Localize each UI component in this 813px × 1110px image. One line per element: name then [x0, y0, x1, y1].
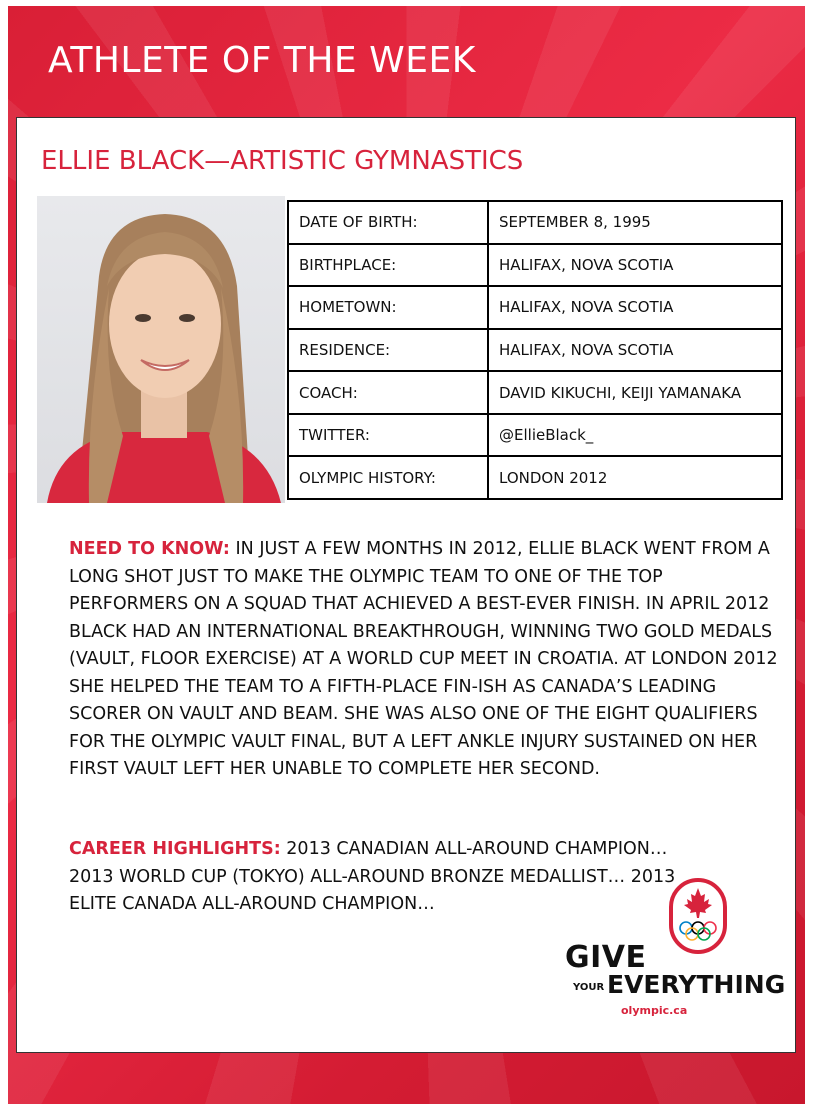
logo-everything-text: EVERYTHING [607, 970, 786, 999]
slide-background [8, 6, 805, 1104]
table-row [288, 329, 782, 372]
info-value: LONDON 2012 [488, 456, 782, 499]
career-highlights-text: 2013 CANADIAN ALL-AROUND CHAMPION… 2013 WORLD CUP (TOKYO) ALL-AROUND BRONZE MEDALLIST… 2013 ELITE CANADA ALL-AROUND CHAMPION… [69, 839, 676, 914]
table-row [288, 371, 782, 414]
info-label: HOMETOWN: [288, 286, 488, 329]
info-value: HALIFAX, NOVA SCOTIA [488, 244, 782, 287]
need-to-know-text: IN JUST A FEW MONTHS IN 2012, ELLIE BLACK WENT FROM A LONG SHOT JUST TO MAKE THE OLYMPIC TEAM TO ONE OF THE TOP PERFORMERS ON A SQUAD THAT ACHIEVED A BEST-EVER FINISH. IN APRIL 2012 BLACK HAD AN INTERNATIONAL BREAKTHROUGH, WINNING TWO GOLD MEDALS (VAULT, FLOOR EXERCISE) AT A WORLD CUP MEET IN CROATIA. AT LONDON 2012 SHE HELPED THE TEAM TO A FIFTH-PLACE FIN-ISH AS CANADA’S LEADING SCORER ON VAULT AND BEAM. SHE WAS ALSO ONE OF THE EIGHT QUALIFIERS FOR THE OLYMPIC VAULT FINAL, BUT A LEFT ANKLE INJURY SUSTAINED ON HER FIRST VAULT LEFT HER UNABLE TO COMPLETE HER SECOND. [69, 539, 778, 779]
athlete-name-title: ELLIE BLACK—ARTISTIC GYMNASTICS [41, 146, 524, 176]
need-to-know-label: NEED TO KNOW: [69, 539, 230, 559]
info-label: RESIDENCE: [288, 329, 488, 372]
career-highlights-label: CAREER HIGHLIGHTS: [69, 839, 281, 859]
info-label: TWITTER: [288, 414, 488, 457]
table-row [288, 286, 782, 329]
info-value: SEPTEMBER 8, 1995 [488, 201, 782, 244]
athlete-info-table [287, 200, 783, 500]
table-row [288, 414, 782, 457]
logo-give-text: GIVE [565, 940, 647, 975]
table-row [288, 201, 782, 244]
info-value: HALIFAX, NOVA SCOTIA [488, 286, 782, 329]
table-row [288, 244, 782, 287]
athlete-photo [37, 196, 285, 503]
give-your-everything-logo [565, 878, 785, 1028]
page-title: ATHLETE OF THE WEEK [48, 40, 476, 81]
logo-your-text: YOUR [573, 982, 605, 993]
info-value: DAVID KIKUCHI, KEIJI YAMANAKA [488, 371, 782, 414]
table-row [288, 456, 782, 499]
athlete-card [16, 117, 796, 1053]
athlete-portrait-icon [37, 196, 285, 503]
logo-site-text: olympic.ca [621, 1004, 688, 1017]
info-value: HALIFAX, NOVA SCOTIA [488, 329, 782, 372]
need-to-know-paragraph [69, 536, 779, 784]
info-value: @EllieBlack_ [488, 414, 782, 457]
info-label: DATE OF BIRTH: [288, 201, 488, 244]
maple-leaf-olympic-rings-icon [667, 878, 729, 956]
info-label: BIRTHPLACE: [288, 244, 488, 287]
info-label: OLYMPIC HISTORY: [288, 456, 488, 499]
info-label: COACH: [288, 371, 488, 414]
